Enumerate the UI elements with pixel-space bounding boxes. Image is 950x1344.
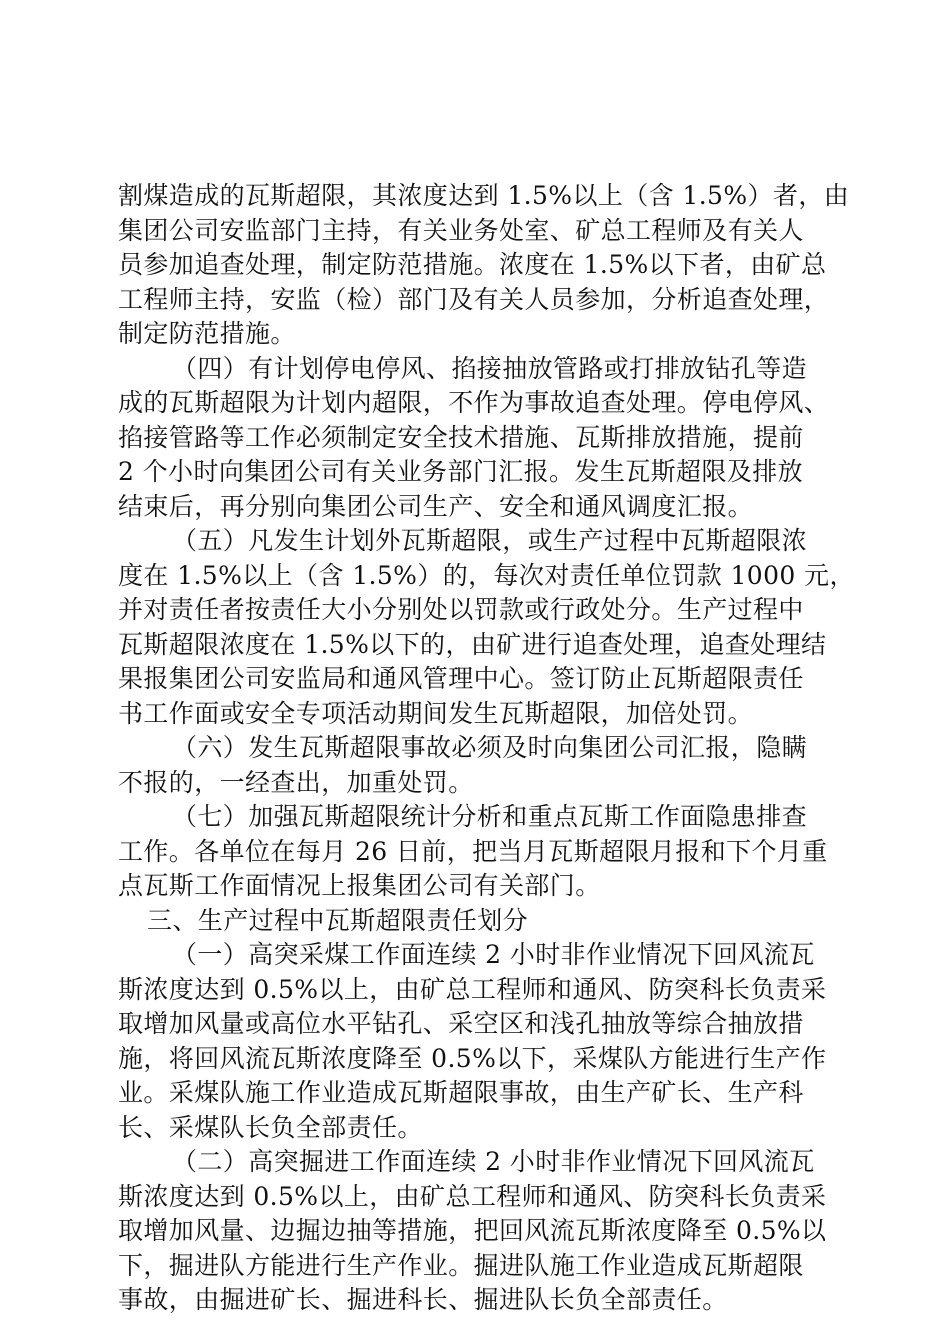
- body-line: 果报集团公司安监局和通风管理中心。签订防止瓦斯超限责任: [118, 664, 804, 693]
- paragraph-heading-6: （六）发生瓦斯超限事故必须及时向集团公司汇报，隐瞒: [172, 733, 808, 762]
- body-line: 工程师主持，安监（检）部门及有关人员参加，分析追查处理，: [118, 285, 830, 314]
- body-line: 度在 1.5%以上（含 1.5%）的，每次对责任单位罚款 1000 元，: [118, 561, 855, 590]
- body-line: 工作。各单位在每月 26 日前，把当月瓦斯超限月报和下个月重: [118, 837, 828, 866]
- paragraph-heading-2: （二）高突掘进工作面连续 2 小时非作业情况下回风流瓦: [172, 1147, 815, 1176]
- body-line: 下，掘进队方能进行生产作业。掘进队施工作业造成瓦斯超限: [118, 1251, 804, 1280]
- paragraph-heading-5: （五）凡发生计划外瓦斯超限，或生产过程中瓦斯超限浓: [172, 526, 808, 555]
- body-line: 结束后，再分别向集团公司生产、安全和通风调度汇报。: [118, 492, 754, 521]
- body-line: 施，将回风流瓦斯浓度降至 0.5%以下，采煤队方能进行生产作: [118, 1044, 827, 1073]
- body-line: 取增加风量或高位水平钻孔、采空区和浅孔抽放等综合抽放措: [118, 1009, 804, 1038]
- body-line: 长、采煤队长负全部责任。: [118, 1113, 423, 1142]
- body-line: 并对责任者按责任大小分别处以罚款或行政处分。生产过程中: [118, 595, 804, 624]
- body-line: 点瓦斯工作面情况上报集团公司有关部门。: [118, 871, 601, 900]
- body-line: 制定防范措施。: [118, 319, 296, 348]
- body-line: 员参加追查处理，制定防范措施。浓度在 1.5%以下者，由矿总: [118, 250, 827, 279]
- body-line: 事故，由掘进矿长、掘进科长、掘进队长负全部责任。: [118, 1285, 728, 1314]
- paragraph-heading-7: （七）加强瓦斯超限统计分析和重点瓦斯工作面隐患排查: [172, 802, 808, 831]
- body-line: 割煤造成的瓦斯超限，其浓度达到 1.5%以上（含 1.5%）者，由: [118, 181, 850, 210]
- body-line: 书工作面或安全专项活动期间发生瓦斯超限，加倍处罚。: [118, 699, 754, 728]
- body-line: 2 个小时向集团公司有关业务部门汇报。发生瓦斯超限及排放: [118, 457, 804, 486]
- body-line: 集团公司安监部门主持，有关业务处室、矿总工程师及有关人: [118, 216, 804, 245]
- body-line: 瓦斯超限浓度在 1.5%以下的，由矿进行追查处理，追查处理结: [118, 630, 827, 659]
- body-line: 成的瓦斯超限为计划内超限，不作为事故追查处理。停电停风、: [118, 388, 830, 417]
- section-heading-3: 三、生产过程中瓦斯超限责任划分: [147, 906, 529, 935]
- body-line: 斯浓度达到 0.5%以上，由矿总工程师和通风、防突科长负责采: [118, 1182, 827, 1211]
- paragraph-heading-1: （一）高突采煤工作面连续 2 小时非作业情况下回风流瓦: [172, 940, 815, 969]
- body-line: 掐接管路等工作必须制定安全技术措施、瓦斯排放措施，提前: [118, 423, 804, 452]
- body-line: 业。采煤队施工作业造成瓦斯超限事故，由生产矿长、生产科: [118, 1078, 804, 1107]
- body-line: 不报的，一经查出，加重处罚。: [118, 768, 474, 797]
- body-line: 取增加风量、边掘边抽等措施，把回风流瓦斯浓度降至 0.5%以: [118, 1216, 827, 1245]
- body-line: 斯浓度达到 0.5%以上，由矿总工程师和通风、防突科长负责采: [118, 975, 827, 1004]
- paragraph-heading-4: （四）有计划停电停风、掐接抽放管路或打排放钻孔等造: [172, 354, 808, 383]
